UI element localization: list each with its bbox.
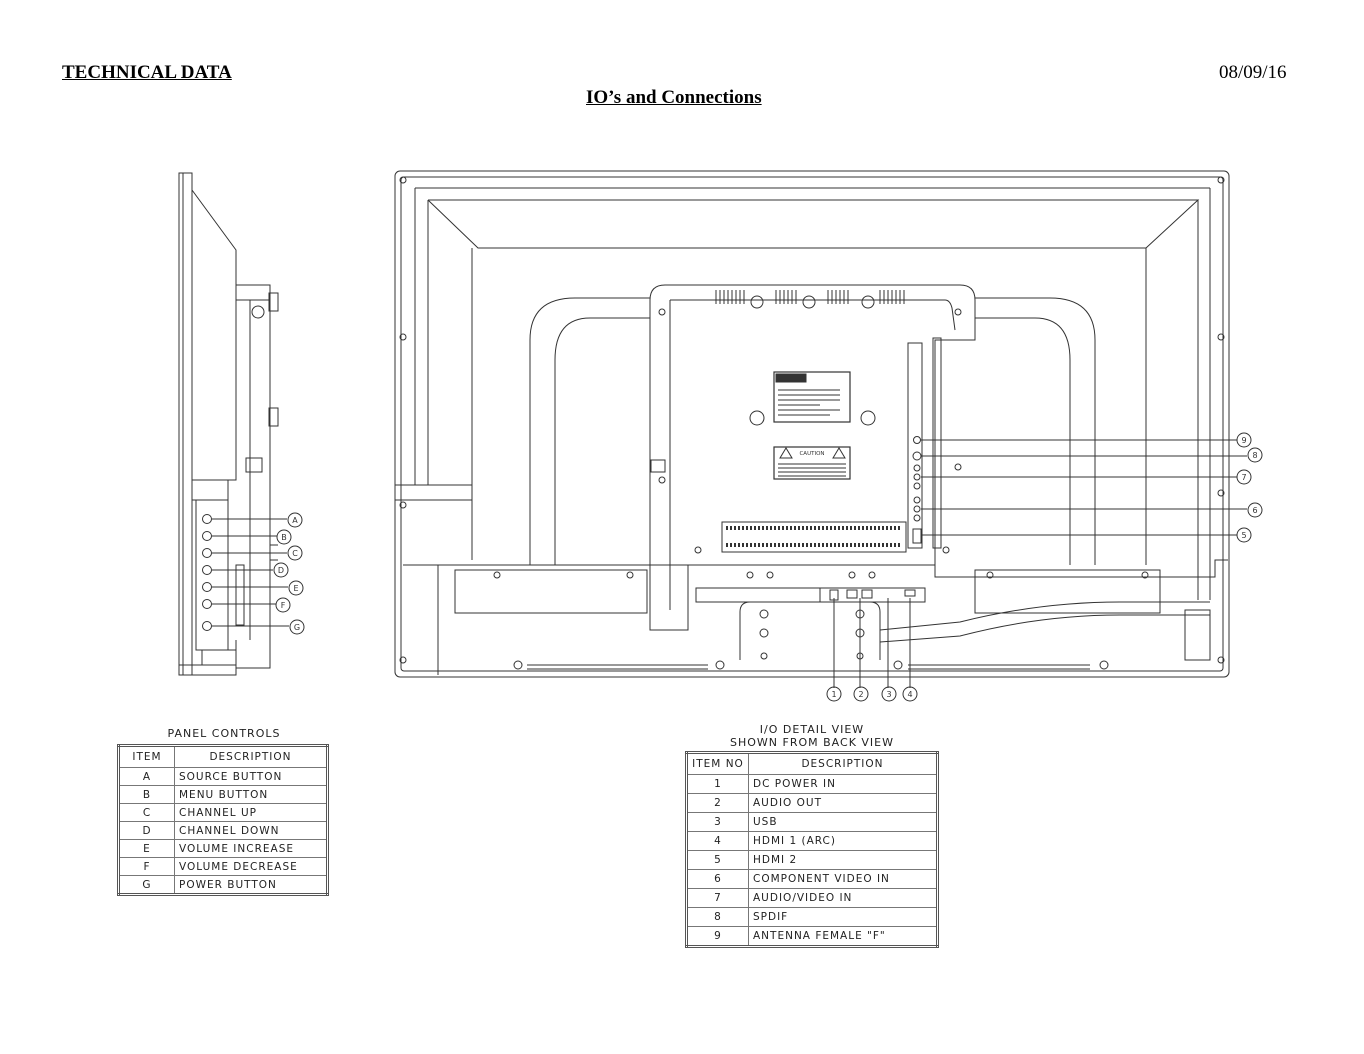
panel-controls-title: PANEL CONTROLS	[167, 727, 281, 740]
back-view-drawing	[395, 171, 1229, 677]
callout-a: A	[292, 516, 298, 525]
callout-6: 6	[1252, 506, 1258, 515]
callout-f: F	[280, 601, 286, 610]
table-row	[119, 786, 328, 804]
item-cell: 9	[687, 927, 749, 947]
io-detail-title-line2: SHOWN FROM BACK VIEW	[730, 736, 894, 749]
table-row	[687, 794, 938, 813]
description-cell: POWER BUTTON	[175, 876, 328, 895]
back-callout-circles	[827, 433, 1262, 701]
table-row	[687, 908, 938, 927]
callout-5: 5	[1241, 531, 1247, 540]
description-cell: DC POWER IN	[749, 775, 938, 794]
item-cell: 5	[687, 851, 749, 870]
io-detail-title-line1: I/O DETAIL VIEW	[759, 723, 865, 736]
col-item-header: ITEM	[119, 746, 175, 768]
callout-1: 1	[831, 690, 837, 699]
callout-b: B	[281, 533, 287, 542]
item-cell: G	[119, 876, 175, 895]
description-cell: MENU BUTTON	[175, 786, 328, 804]
description-cell: CHANNEL DOWN	[175, 822, 328, 840]
table-row	[687, 927, 938, 947]
callout-9: 9	[1241, 436, 1247, 445]
item-cell: 6	[687, 870, 749, 889]
item-cell: E	[119, 840, 175, 858]
section-title: TECHNICAL DATA	[62, 62, 232, 83]
side-view-drawing	[179, 173, 278, 675]
callout-g: G	[293, 623, 301, 632]
callout-2: 2	[858, 690, 864, 699]
callout-c: C	[292, 549, 298, 558]
table-row	[687, 775, 938, 794]
table-row	[687, 832, 938, 851]
description-cell: COMPONENT VIDEO IN	[749, 870, 938, 889]
description-cell: SOURCE BUTTON	[175, 768, 328, 786]
side-buttons	[203, 515, 290, 631]
callout-d: D	[277, 566, 285, 575]
io-detail-table	[685, 751, 939, 948]
callout-8: 8	[1252, 451, 1258, 460]
col-description-header: DESCRIPTION	[749, 753, 938, 775]
description-cell: HDMI 1 (ARC)	[749, 832, 938, 851]
top-vents	[716, 290, 904, 304]
item-cell: 8	[687, 908, 749, 927]
item-cell: 2	[687, 794, 749, 813]
description-cell: AUDIO/VIDEO IN	[749, 889, 938, 908]
description-cell: USB	[749, 813, 938, 832]
col-item-no-header: ITEM NO	[687, 753, 749, 775]
item-cell: F	[119, 858, 175, 876]
page-title: IO’s and Connections	[586, 87, 762, 108]
table-row	[119, 768, 328, 786]
callout-7: 7	[1241, 473, 1247, 482]
caution-label: CAUTION	[799, 451, 825, 457]
item-cell: D	[119, 822, 175, 840]
item-cell: 3	[687, 813, 749, 832]
io-detail-title	[700, 723, 924, 749]
callout-3: 3	[886, 690, 892, 699]
panel-controls-table	[117, 744, 329, 896]
table-row	[119, 876, 328, 895]
callout-4: 4	[907, 690, 913, 699]
description-cell: HDMI 2	[749, 851, 938, 870]
description-cell: CHANNEL UP	[175, 804, 328, 822]
table-row	[119, 840, 328, 858]
description-cell: ANTENNA FEMALE "F"	[749, 927, 938, 947]
table-row	[687, 813, 938, 832]
item-cell: 1	[687, 775, 749, 794]
item-cell: A	[119, 768, 175, 786]
col-description-header: DESCRIPTION	[175, 746, 328, 768]
document-date: 08/09/16	[1219, 62, 1287, 83]
table-row	[687, 889, 938, 908]
item-cell: 7	[687, 889, 749, 908]
item-cell: 4	[687, 832, 749, 851]
description-cell: VOLUME DECREASE	[175, 858, 328, 876]
item-cell: C	[119, 804, 175, 822]
table-row	[687, 870, 938, 889]
item-cell: B	[119, 786, 175, 804]
description-cell: VOLUME INCREASE	[175, 840, 328, 858]
description-cell: SPDIF	[749, 908, 938, 927]
description-cell: AUDIO OUT	[749, 794, 938, 813]
table-row	[119, 858, 328, 876]
table-row	[119, 804, 328, 822]
table-row	[687, 851, 938, 870]
callout-e: E	[293, 584, 299, 593]
table-row	[119, 822, 328, 840]
